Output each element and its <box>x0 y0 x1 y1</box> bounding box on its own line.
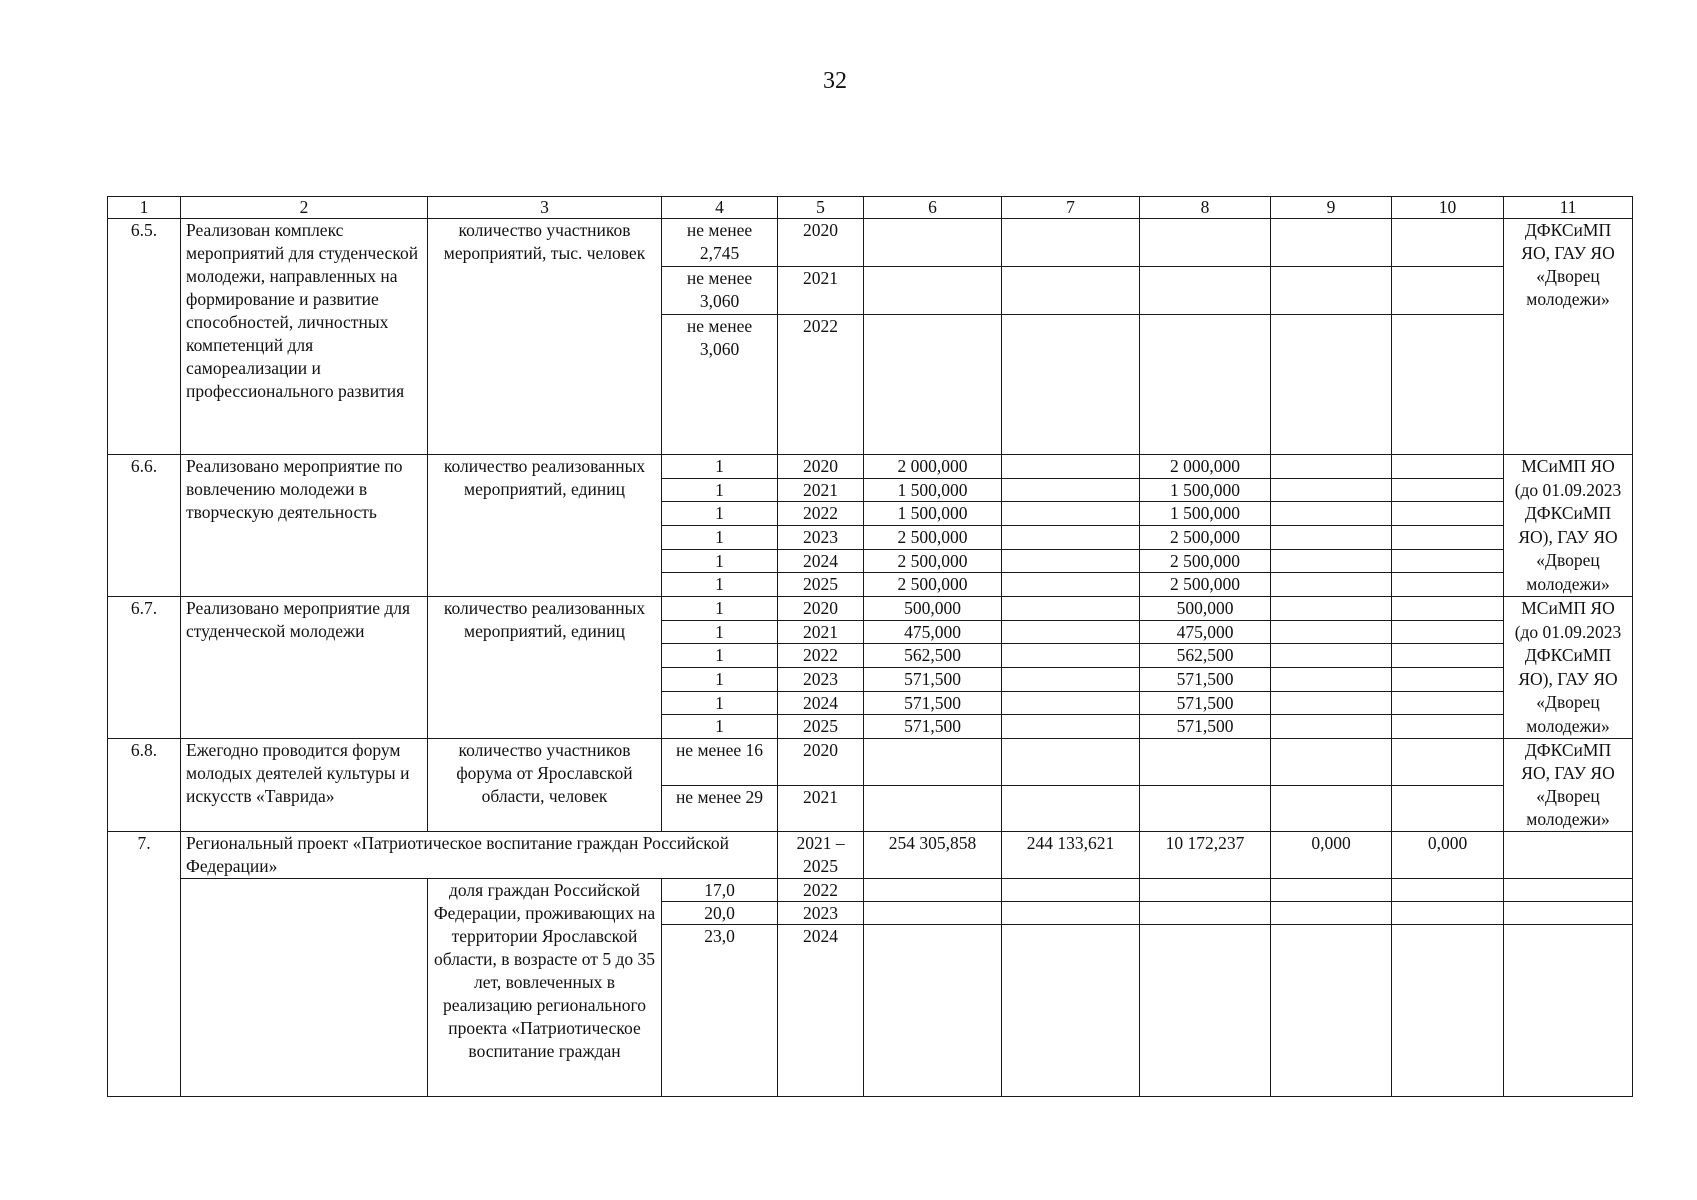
header-cell: 7 <box>1002 197 1140 219</box>
year-cell: 2024 <box>778 549 864 573</box>
program-table <box>107 196 1633 1097</box>
amount-total: 562,500 <box>864 644 1002 668</box>
indicator-value: 1 <box>662 573 778 597</box>
header-cell: 8 <box>1140 197 1271 219</box>
year-cell: 2020 <box>778 219 864 267</box>
amount-total: 571,500 <box>864 715 1002 739</box>
year-cell: 2023 <box>778 667 864 691</box>
indicator-value: не менее 2,745 <box>662 219 778 267</box>
amount-regional: 571,500 <box>1140 667 1271 691</box>
header-cell: 1 <box>108 197 181 219</box>
indicator-value: 1 <box>662 525 778 549</box>
page-number: 32 <box>823 68 847 94</box>
indicator-value: 1 <box>662 667 778 691</box>
indicator-name: количество реализованных мероприятий, единиц <box>428 597 662 739</box>
header-cell: 3 <box>428 197 662 219</box>
amount-total: 571,500 <box>864 667 1002 691</box>
indicator-value: 1 <box>662 549 778 573</box>
executor: ДФКСиМП ЯО, ГАУ ЯО «Дворец молодежи» <box>1504 219 1633 455</box>
year-cell: 2022 <box>778 315 864 455</box>
amount-total: 1 500,000 <box>864 502 1002 526</box>
year-cell: 2025 <box>778 573 864 597</box>
header-cell: 9 <box>1271 197 1392 219</box>
year-cell: 2022 <box>778 502 864 526</box>
table-row <box>108 597 1633 621</box>
indicator-value: 1 <box>662 597 778 621</box>
event-name: Реализован комплекс мероприятий для студенческой молодежи, направленных на формирование и развитие способностей, личностных компетенций для самореализации и профессионального развития <box>181 219 428 455</box>
executor: МСиМП ЯО (до 01.09.2023 ДФКСиМП ЯО), ГАУ ЯО «Дворец молодежи» <box>1504 597 1633 739</box>
amount-total: 2 500,000 <box>864 573 1002 597</box>
year-cell: 2022 <box>778 644 864 668</box>
amount-regional: 2 500,000 <box>1140 549 1271 573</box>
indicator-value: не менее 29 <box>662 785 778 832</box>
amount-regional: 2 000,000 <box>1140 455 1271 479</box>
amount-regional: 2 500,000 <box>1140 525 1271 549</box>
table-row <box>108 879 1633 902</box>
header-cell: 4 <box>662 197 778 219</box>
indicator-value: 17,0 <box>662 879 778 902</box>
amount-regional: 2 500,000 <box>1140 573 1271 597</box>
header-cell: 2 <box>181 197 428 219</box>
amount-total: 2 500,000 <box>864 549 1002 573</box>
indicator-value: 1 <box>662 715 778 739</box>
indicator-value: 1 <box>662 644 778 668</box>
indicator-value: 1 <box>662 691 778 715</box>
year-cell: 2022 <box>778 879 864 902</box>
event-name: Ежегодно проводится форум молодых деятелей культуры и искусств «Таврида» <box>181 739 428 832</box>
year-cell: 2021 <box>778 478 864 502</box>
amount-regional: 475,000 <box>1140 620 1271 644</box>
indicator-name: количество участников мероприятий, тыс. человек <box>428 219 662 455</box>
event-name: Реализовано мероприятие для студенческой молодежи <box>181 597 428 739</box>
header-cell: 6 <box>864 197 1002 219</box>
amount-federal: 244 133,621 <box>1002 832 1140 879</box>
year-cell: 2021 <box>778 785 864 832</box>
amount-regional: 571,500 <box>1140 691 1271 715</box>
indicator-value: 23,0 <box>662 925 778 1097</box>
indicator-value: не менее 3,060 <box>662 315 778 455</box>
year-cell: 2023 <box>778 525 864 549</box>
amount-regional: 10 172,237 <box>1140 832 1271 879</box>
indicator-value: 1 <box>662 478 778 502</box>
event-name: Реализовано мероприятие по вовлечению молодежи в творческую деятельность <box>181 455 428 597</box>
executor: ДФКСиМП ЯО, ГАУ ЯО «Дворец молодежи» <box>1504 739 1633 832</box>
amount-regional: 1 500,000 <box>1140 478 1271 502</box>
indicator-value: не менее 3,060 <box>662 267 778 315</box>
header-cell: 11 <box>1504 197 1633 219</box>
year-cell: 2020 <box>778 597 864 621</box>
indicator-value: 1 <box>662 455 778 479</box>
row-number: 6.8. <box>108 739 181 832</box>
year-cell: 2021 <box>778 267 864 315</box>
project-name: Региональный проект «Патриотическое воспитание граждан Российской Федерации» <box>181 832 778 879</box>
indicator-value: 1 <box>662 502 778 526</box>
amount-regional: 500,000 <box>1140 597 1271 621</box>
row-number: 7. <box>108 832 181 1097</box>
amount-regional: 562,500 <box>1140 644 1271 668</box>
indicator-value: не менее 16 <box>662 739 778 786</box>
year-cell: 2023 <box>778 902 864 925</box>
amount-regional: 1 500,000 <box>1140 502 1271 526</box>
table-row <box>108 739 1633 786</box>
year-cell: 2020 <box>778 739 864 786</box>
indicator-value: 20,0 <box>662 902 778 925</box>
period-cell: 2021 – 2025 <box>778 832 864 879</box>
table-row <box>108 455 1633 479</box>
header-row <box>108 197 1633 219</box>
amount-total: 254 305,858 <box>864 832 1002 879</box>
table-row <box>108 832 1633 879</box>
year-cell: 2021 <box>778 620 864 644</box>
executor: МСиМП ЯО (до 01.09.2023 ДФКСиМП ЯО), ГАУ ЯО «Дворец молодежи» <box>1504 455 1633 597</box>
amount-local: 0,000 <box>1271 832 1392 879</box>
row-number: 6.6. <box>108 455 181 597</box>
amount-other: 0,000 <box>1392 832 1504 879</box>
header-cell: 10 <box>1392 197 1504 219</box>
year-cell: 2025 <box>778 715 864 739</box>
indicator-name: количество реализованных мероприятий, единиц <box>428 455 662 597</box>
table-row <box>108 219 1633 267</box>
row-number: 6.5. <box>108 219 181 455</box>
amount-total: 1 500,000 <box>864 478 1002 502</box>
amount-total: 475,000 <box>864 620 1002 644</box>
amount-regional: 571,500 <box>1140 715 1271 739</box>
amount-total: 500,000 <box>864 597 1002 621</box>
amount-total: 2 500,000 <box>864 525 1002 549</box>
year-cell: 2020 <box>778 455 864 479</box>
indicator-name: доля граждан Российской Федерации, проживающих на территории Ярославской области, в возрасте от 5 до 35 лет, вовлеченных в реализацию регионального проекта «Патриотическое воспитание граждан <box>428 879 662 1097</box>
amount-total: 571,500 <box>864 691 1002 715</box>
header-cell: 5 <box>778 197 864 219</box>
year-cell: 2024 <box>778 691 864 715</box>
year-cell: 2024 <box>778 925 864 1097</box>
indicator-name: количество участников форума от Ярославской области, человек <box>428 739 662 832</box>
row-number: 6.7. <box>108 597 181 739</box>
indicator-value: 1 <box>662 620 778 644</box>
amount-total: 2 000,000 <box>864 455 1002 479</box>
